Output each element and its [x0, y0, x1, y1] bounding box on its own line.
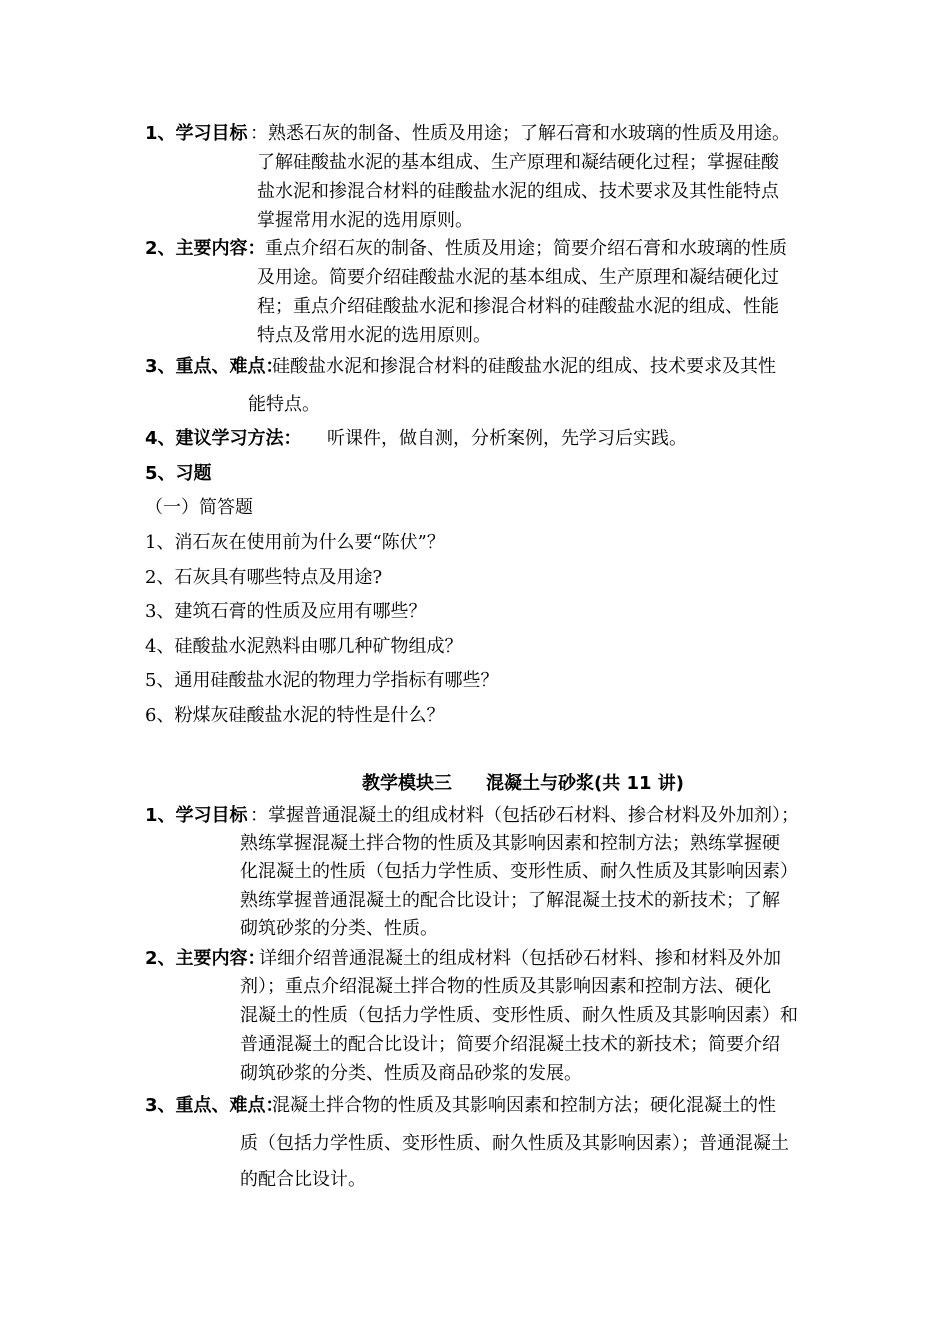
content-line: 详细介绍普通混凝土的组成材料（包括砂石材料、掺和材料及外加 — [259, 948, 781, 969]
key-label: 3、重点、难点： — [145, 356, 284, 377]
goal-label: 1、学习目标 — [145, 123, 248, 144]
content-line: 程；重点介绍硅酸盐水泥和掺混合材料的硅酸盐水泥的组成、性能 — [257, 296, 779, 317]
question-item: 3、建筑石膏的性质及应用有哪些？ — [145, 601, 427, 622]
key-label: 3、重点、难点： — [145, 1095, 284, 1116]
question-item: 2、石灰具有哪些特点及用途? — [145, 567, 383, 588]
exercises-label: 5、习题 — [145, 463, 212, 484]
key-line: 硅酸盐水泥和掺混合材料的硅酸盐水泥的组成、技术要求及其性 — [272, 356, 776, 377]
module-title: 教学模块三 — [362, 773, 452, 794]
goal-line: 盐水泥和掺混合材料的硅酸盐水泥的组成、技术要求及其性能特点 — [257, 181, 779, 202]
module-subtitle: 混凝土与砂浆(共 11 讲) — [486, 773, 685, 794]
exercise-section-title: （一）简答题 — [145, 497, 253, 518]
content-line: 普通混凝土的配合比设计；简要介绍混凝土技术的新技术；简要介绍 — [240, 1034, 780, 1055]
question-item: 5、通用硅酸盐水泥的物理力学指标有哪些？ — [145, 670, 499, 691]
goal-line: 掌握常用水泥的选用原则。 — [257, 210, 473, 231]
key-line: 能特点。 — [248, 394, 320, 415]
goal-line: 砌筑砂浆的分类、性质。 — [240, 918, 438, 939]
content-line: 剂）；重点介绍混凝土拌合物的性质及其影响因素和控制方法、硬化 — [240, 976, 771, 997]
question-item: 1、消石灰在使用前为什么要“陈伏”？ — [145, 532, 445, 553]
goal-line: 熟练掌握混凝土拌合物的性质及其影响因素和控制方法；熟练掌握硬 — [240, 833, 780, 854]
key-line: 质（包括力学性质、变形性质、耐久性质及其影响因素）；普通混凝土 — [240, 1133, 789, 1154]
goal-line: 化混凝土的性质（包括力学性质、变形性质、耐久性质及其影响因素） — [240, 861, 798, 882]
goal-label: 1、学习目标 — [145, 805, 248, 826]
content-line: 砌筑砂浆的分类、性质及商品砂浆的发展。 — [240, 1063, 582, 1084]
question-item: 4、硅酸盐水泥熟料由哪几种矿物组成？ — [145, 636, 463, 657]
goal-line: 熟练掌握普通混凝土的配合比设计；了解混凝土技术的新技术；了解 — [240, 890, 780, 911]
key-line: 的配合比设计。 — [240, 1169, 366, 1190]
goal-line: ：熟悉石灰的制备、性质及用途；了解石膏和水玻璃的性质及用途。 — [250, 123, 790, 144]
question-item: 6、粉煤灰硅酸盐水泥的特性是什么？ — [145, 705, 445, 726]
method-label: 4、建议学习方法： — [145, 428, 302, 449]
key-line: 混凝土拌合物的性质及其影响因素和控制方法；硬化混凝土的性 — [272, 1095, 776, 1116]
content-line: 重点介绍石灰的制备、性质及用途；简要介绍石膏和水玻璃的性质 — [265, 238, 787, 259]
method-text: 听课件，做自测，分析案例，先学习后实践。 — [327, 428, 687, 449]
content-label: 2、主要内容： — [145, 238, 266, 259]
content-line: 特点及常用水泥的选用原则。 — [257, 325, 491, 346]
goal-line: ：掌握普通混凝土的组成材料（包括砂石材料、掺合材料及外加剂）； — [250, 805, 799, 826]
content-label: 2、主要内容： — [145, 948, 266, 969]
content-line: 及用途。简要介绍硅酸盐水泥的基本组成、生产原理和凝结硬化过 — [257, 267, 779, 288]
content-line: 混凝土的性质（包括力学性质、变形性质、耐久性质及其影响因素）和 — [240, 1005, 798, 1026]
goal-line: 了解硅酸盐水泥的基本组成、生产原理和凝结硬化过程；掌握硅酸 — [257, 152, 779, 173]
